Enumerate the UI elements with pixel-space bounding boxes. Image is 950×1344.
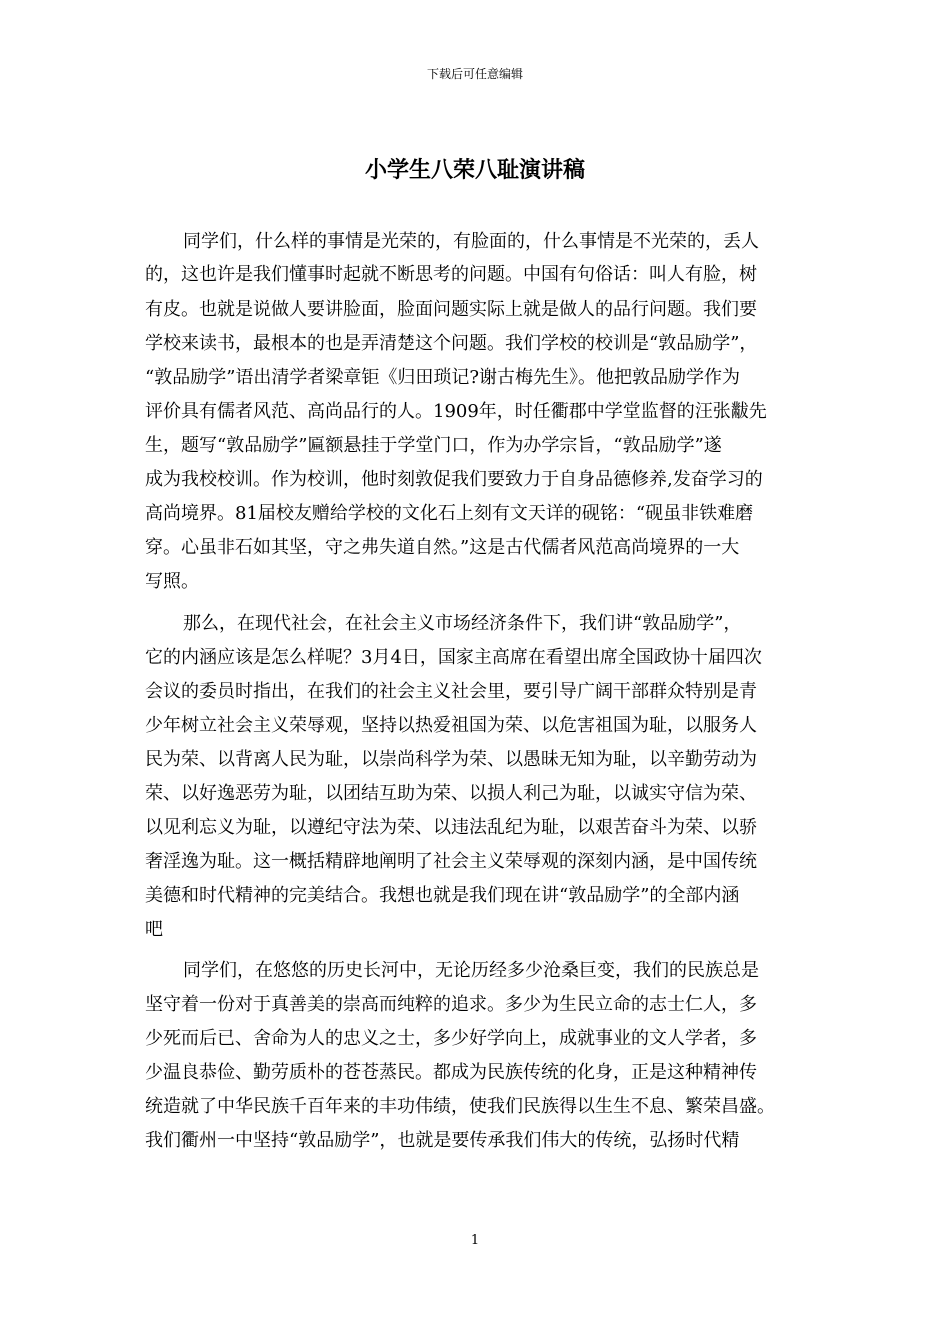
text-line: 少死而后已、舍命为人的忠义之士，多少好学向上，成就事业的文人学者，多 xyxy=(145,1028,757,1049)
text-line: 同学们，在悠悠的历史长河中，无论历经多少沧桑巨变，我们的民族总是 xyxy=(183,960,759,981)
text-line: 以见利忘义为耻，以遵纪守法为荣、以违法乱纪为耻，以艰苦奋斗为荣、以骄 xyxy=(145,817,757,838)
text-line: 高尚境界。81届校友赠给学校的文化石上刻有文天详的砚铭：“砚虽非铁难磨 xyxy=(145,503,754,524)
page-header-note: 下载后可任意编辑 xyxy=(426,67,523,81)
text-line: 民为荣、以背离人民为耻，以崇尚科学为荣、以愚昧无知为耻，以辛勤劳动为 xyxy=(145,749,757,770)
text-line: 荣、以好逸恶劳为耻，以团结互助为荣、以损人利己为耻，以诚实守信为荣、 xyxy=(145,783,757,804)
text-line: 美德和时代精神的完美结合。我想也就是我们现在讲“敦品励学”的全部内涵 xyxy=(145,885,740,906)
text-line: 生，题写“敦品励学”匾额悬挂于学堂门口，作为办学宗旨，“敦品励学”遂 xyxy=(145,435,722,456)
text-line: 会议的委员时指出，在我们的社会主义社会里，要引导广阔干部群众特别是青 xyxy=(145,681,757,702)
text-line: 写照。 xyxy=(145,571,199,592)
text-line: 我们衢州一中坚持“敦品励学”，也就是要传承我们伟大的传统，弘扬时代精 xyxy=(145,1130,740,1151)
document-title: 小学生八荣八耻演讲稿 xyxy=(364,157,585,183)
text-line: 吧 xyxy=(145,919,163,940)
text-line: 坚守着一份对于真善美的崇高而纯粹的追求。多少为生民立命的志士仁人，多 xyxy=(145,994,757,1015)
page-number: 1 xyxy=(470,1233,480,1248)
text-line: 的，这也许是我们懂事时起就不断思考的问题。中国有句俗话：叫人有脸，树 xyxy=(145,264,757,285)
text-line: 少年树立社会主义荣辱观，坚持以热爱祖国为荣、以危害祖国为耻，以服务人 xyxy=(145,715,757,736)
text-line: 有皮。也就是说做人要讲脸面，脸面问题实际上就是做人的品行问题。我们要 xyxy=(145,299,757,320)
text-line: 学校来读书，最根本的也是弄清楚这个问题。我们学校的校训是“敦品励学”， xyxy=(145,333,758,354)
text-line: 统造就了中华民族千百年来的丰功伟绩，使我们民族得以生生不息、繁荣昌盛。 xyxy=(145,1096,775,1117)
text-line: 少温良恭俭、勤劳质朴的苍苍蒸民。都成为民族传统的化身，正是这种精神传 xyxy=(145,1062,757,1083)
text-line: 它的内涵应该是怎么样呢？3月4日，国家主高席在看望出席全国政协十届四次 xyxy=(145,647,762,668)
text-line: 那么，在现代社会，在社会主义市场经济条件下，我们讲“敦品励学”， xyxy=(183,613,742,634)
text-line: 评价具有儒者风范、高尚品行的人。1909年，时任衢郡中学堂监督的汪张黻先 xyxy=(145,401,767,422)
text-line: 成为我校校训。作为校训，他时刻敦促我们要致力于自身品德修养,发奋学习的 xyxy=(145,469,763,490)
text-line: 穿。心虽非石如其坚，守之弗失道自然。”这是古代儒者风范高尚境界的一大 xyxy=(145,537,740,558)
text-line: 同学们，什么样的事情是光荣的，有脸面的，什么事情是不光荣的，丢人 xyxy=(183,231,759,252)
text-line: 奢淫逸为耻。这一概括精辟地阐明了社会主义荣辱观的深刻内涵，是中国传统 xyxy=(145,851,757,872)
text-line: “敦品励学”语出清学者梁章钜《归田琐记?谢古梅先生》。他把敦品励学作为 xyxy=(145,367,741,388)
